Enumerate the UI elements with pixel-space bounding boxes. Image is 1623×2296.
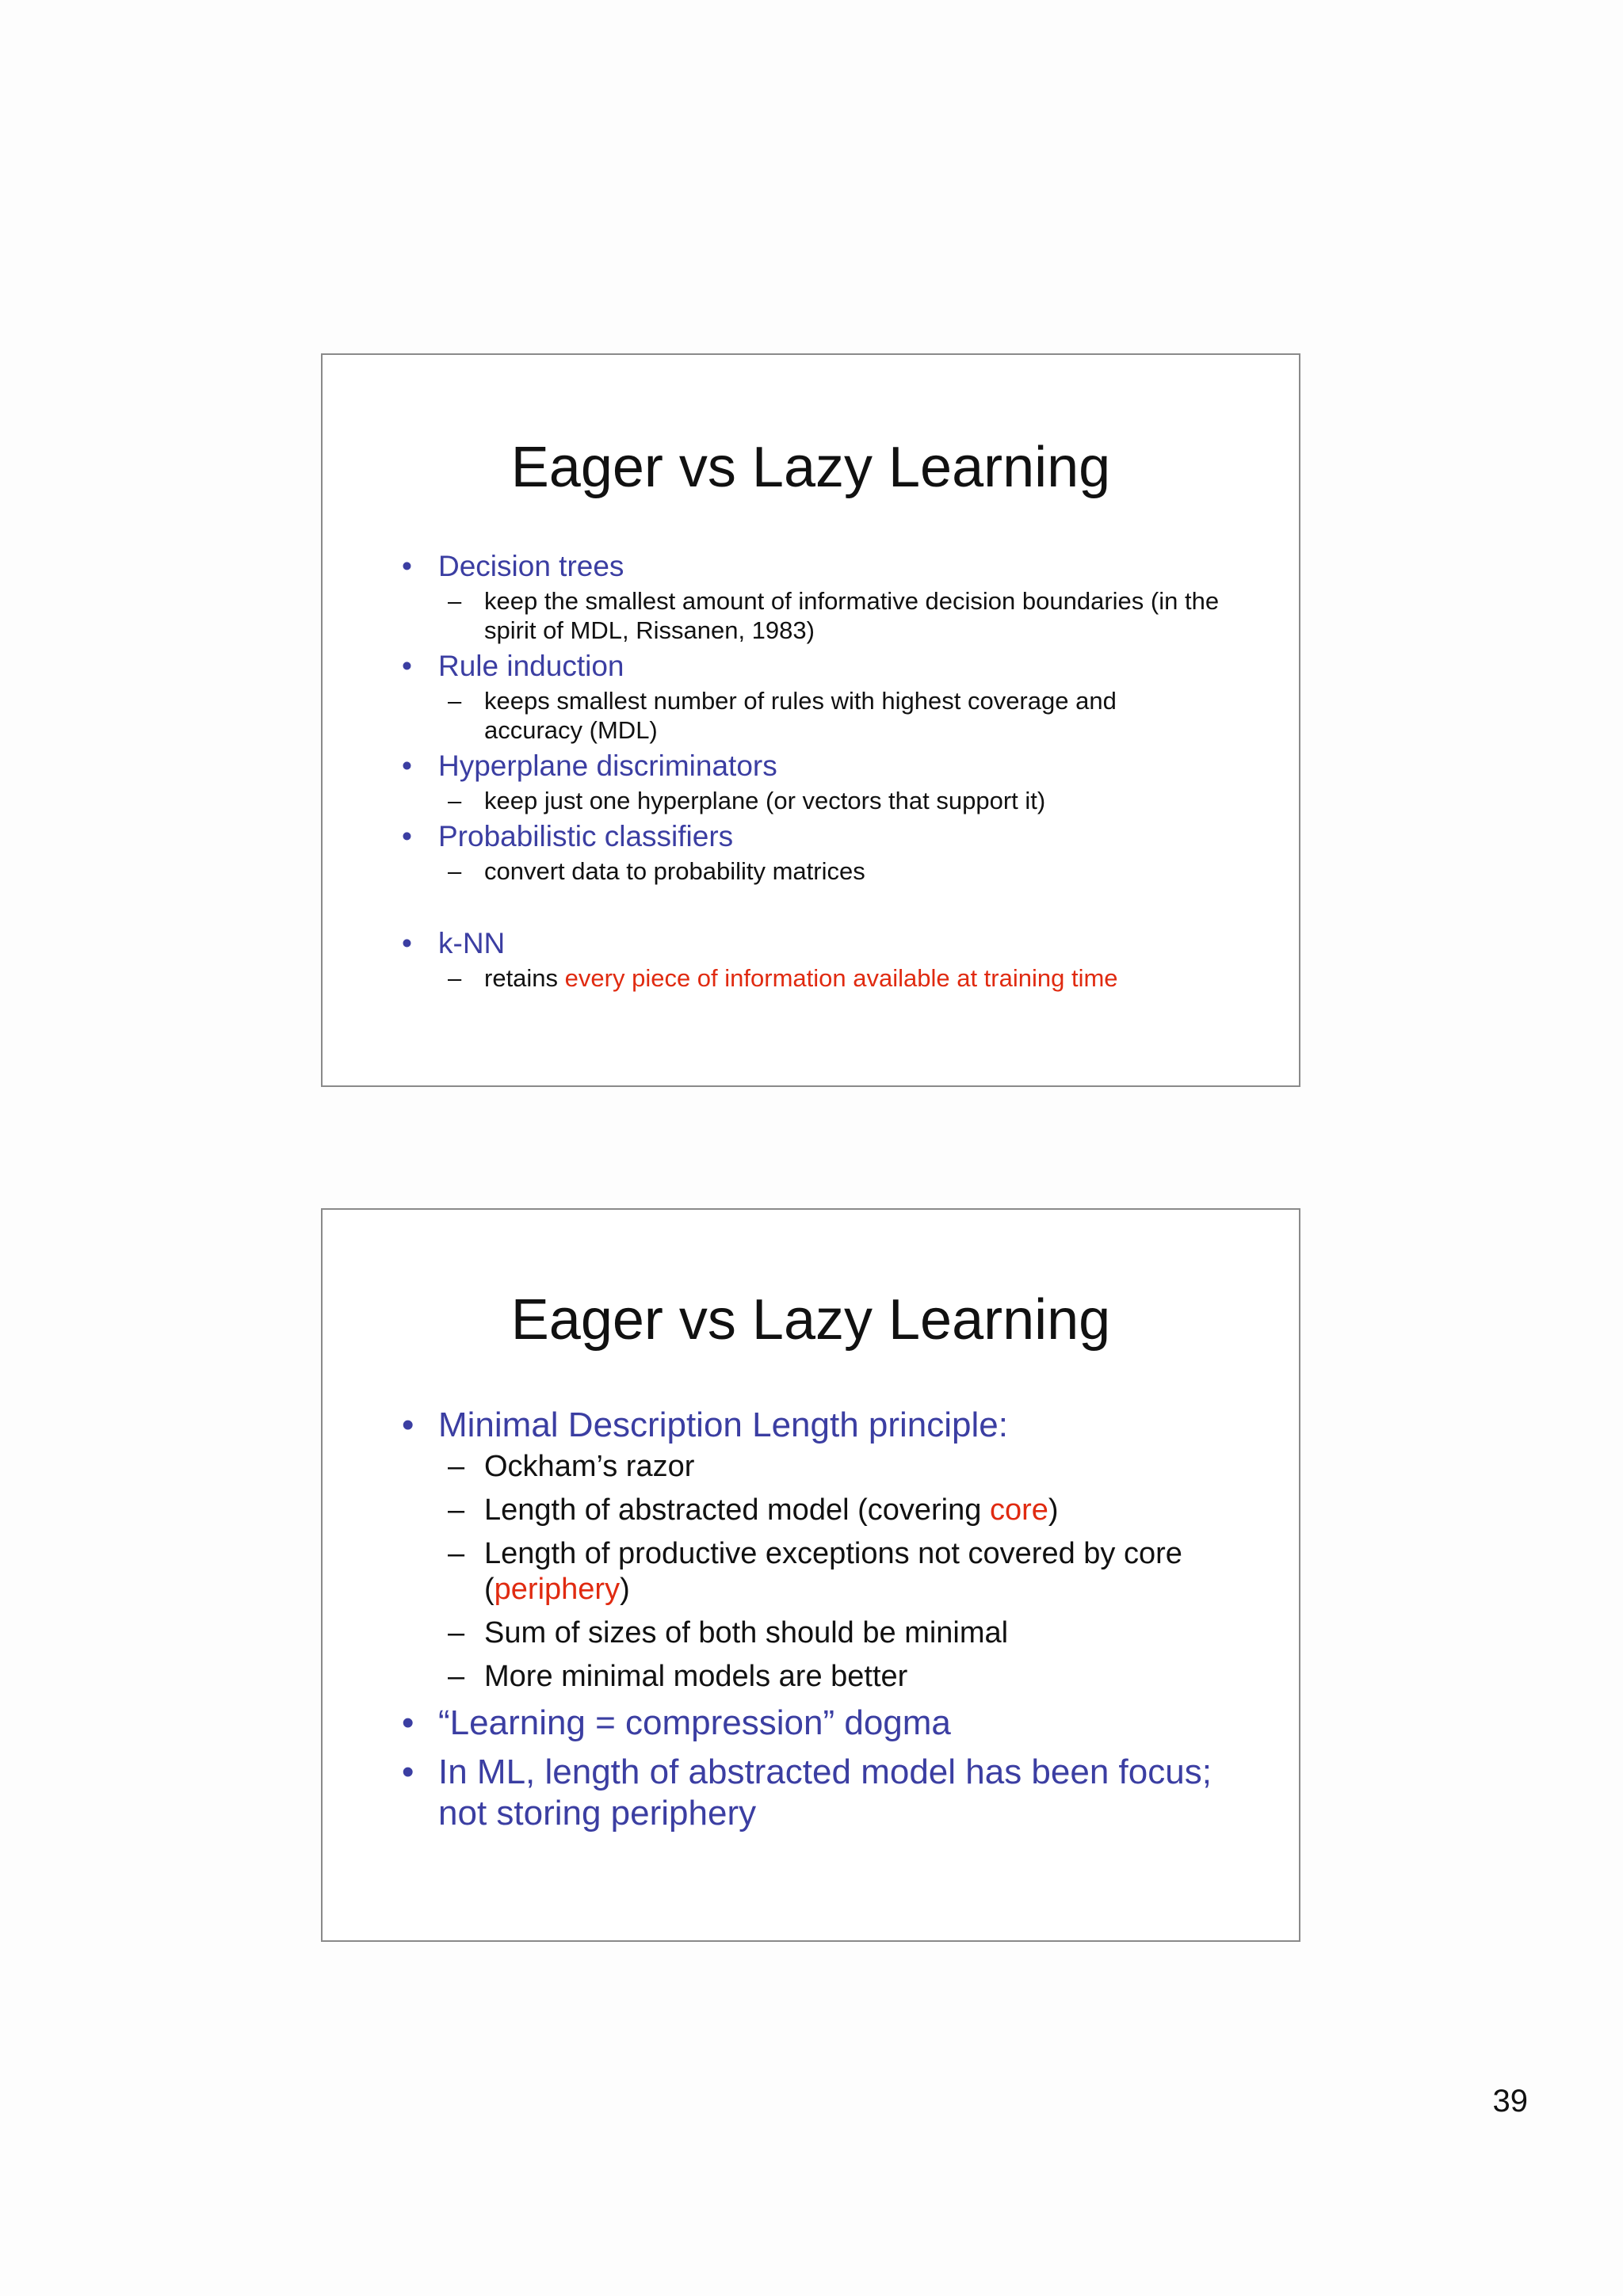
- sub-bullet: – keep the smallest amount of informative decision boundaries (in the spirit of MDL, Rissanen, 1983): [448, 587, 1220, 644]
- dash-icon: –: [448, 1660, 465, 1693]
- dash-icon: –: [448, 687, 462, 715]
- slide-2-body: [402, 1400, 1220, 1834]
- sub-bullet: – Ockham’s razor: [448, 1450, 695, 1483]
- bullet-rule-induction: • Rule induction: [402, 648, 1220, 685]
- bullet-mdl-principle: • Minimal Description Length principle:: [402, 1405, 1008, 1444]
- bullet-icon: •: [402, 927, 412, 959]
- dash-icon: –: [448, 1493, 465, 1527]
- highlight-text: every piece of information available at training time: [564, 964, 1118, 992]
- highlight-text: periphery: [494, 1573, 621, 1606]
- bullet-icon: •: [402, 749, 412, 782]
- highlight-text: core: [989, 1493, 1048, 1527]
- bullet-icon: •: [402, 820, 412, 852]
- bullet-decision-trees: • Decision trees: [402, 548, 1220, 585]
- sub-bullet: – Sum of sizes of both should be minimal: [448, 1616, 1009, 1650]
- sub-bullet: – keeps smallest number of rules with highest coverage and accuracy (MDL): [448, 687, 1117, 744]
- bullet-ml-focus: • In ML, length of abstracted model has been focus; not storing periphery: [402, 1753, 1212, 1833]
- slide-2-title: Eager vs Lazy Learning: [510, 1288, 1111, 1352]
- bullet-icon: •: [402, 1405, 414, 1444]
- spacer: [402, 886, 1220, 922]
- slide-1-title: Eager vs Lazy Learning: [510, 436, 1111, 499]
- dash-icon: –: [448, 587, 462, 615]
- sub-bullet: – keep just one hyperplane (or vectors that support it): [448, 787, 1046, 814]
- bullet-hyperplane-discriminators: • Hyperplane discriminators: [402, 748, 1220, 784]
- page-number: 39: [1492, 2084, 1528, 2119]
- bullet-knn: • k-NN: [402, 925, 1220, 962]
- dash-icon: –: [448, 787, 462, 814]
- slide-1: [321, 353, 1300, 1087]
- sub-bullet: – convert data to probability matrices: [448, 857, 865, 885]
- bullet-icon: •: [402, 1703, 414, 1742]
- bullet-icon: •: [402, 1753, 414, 1791]
- dash-icon: –: [448, 1537, 465, 1570]
- sub-bullet: – More minimal models are better: [448, 1660, 908, 1693]
- bullet-learning-compression: • “Learning = compression” dogma: [402, 1703, 951, 1742]
- dash-icon: –: [448, 1450, 465, 1483]
- sub-bullet: – Length of productive exceptions not covered by core (periphery): [448, 1537, 1182, 1606]
- bullet-icon: •: [402, 550, 412, 582]
- dash-icon: –: [448, 964, 462, 992]
- slide-2: [321, 1208, 1300, 1942]
- dash-icon: –: [448, 857, 462, 885]
- bullet-icon: •: [402, 650, 412, 682]
- sub-bullet: – retains every piece of information available at training time: [448, 964, 1118, 992]
- slide-1-body: [402, 545, 1220, 993]
- sub-bullet: – Length of abstracted model (covering core): [448, 1493, 1059, 1527]
- dash-icon: –: [448, 1616, 465, 1650]
- bullet-probabilistic-classifiers: • Probabilistic classifiers: [402, 818, 1220, 855]
